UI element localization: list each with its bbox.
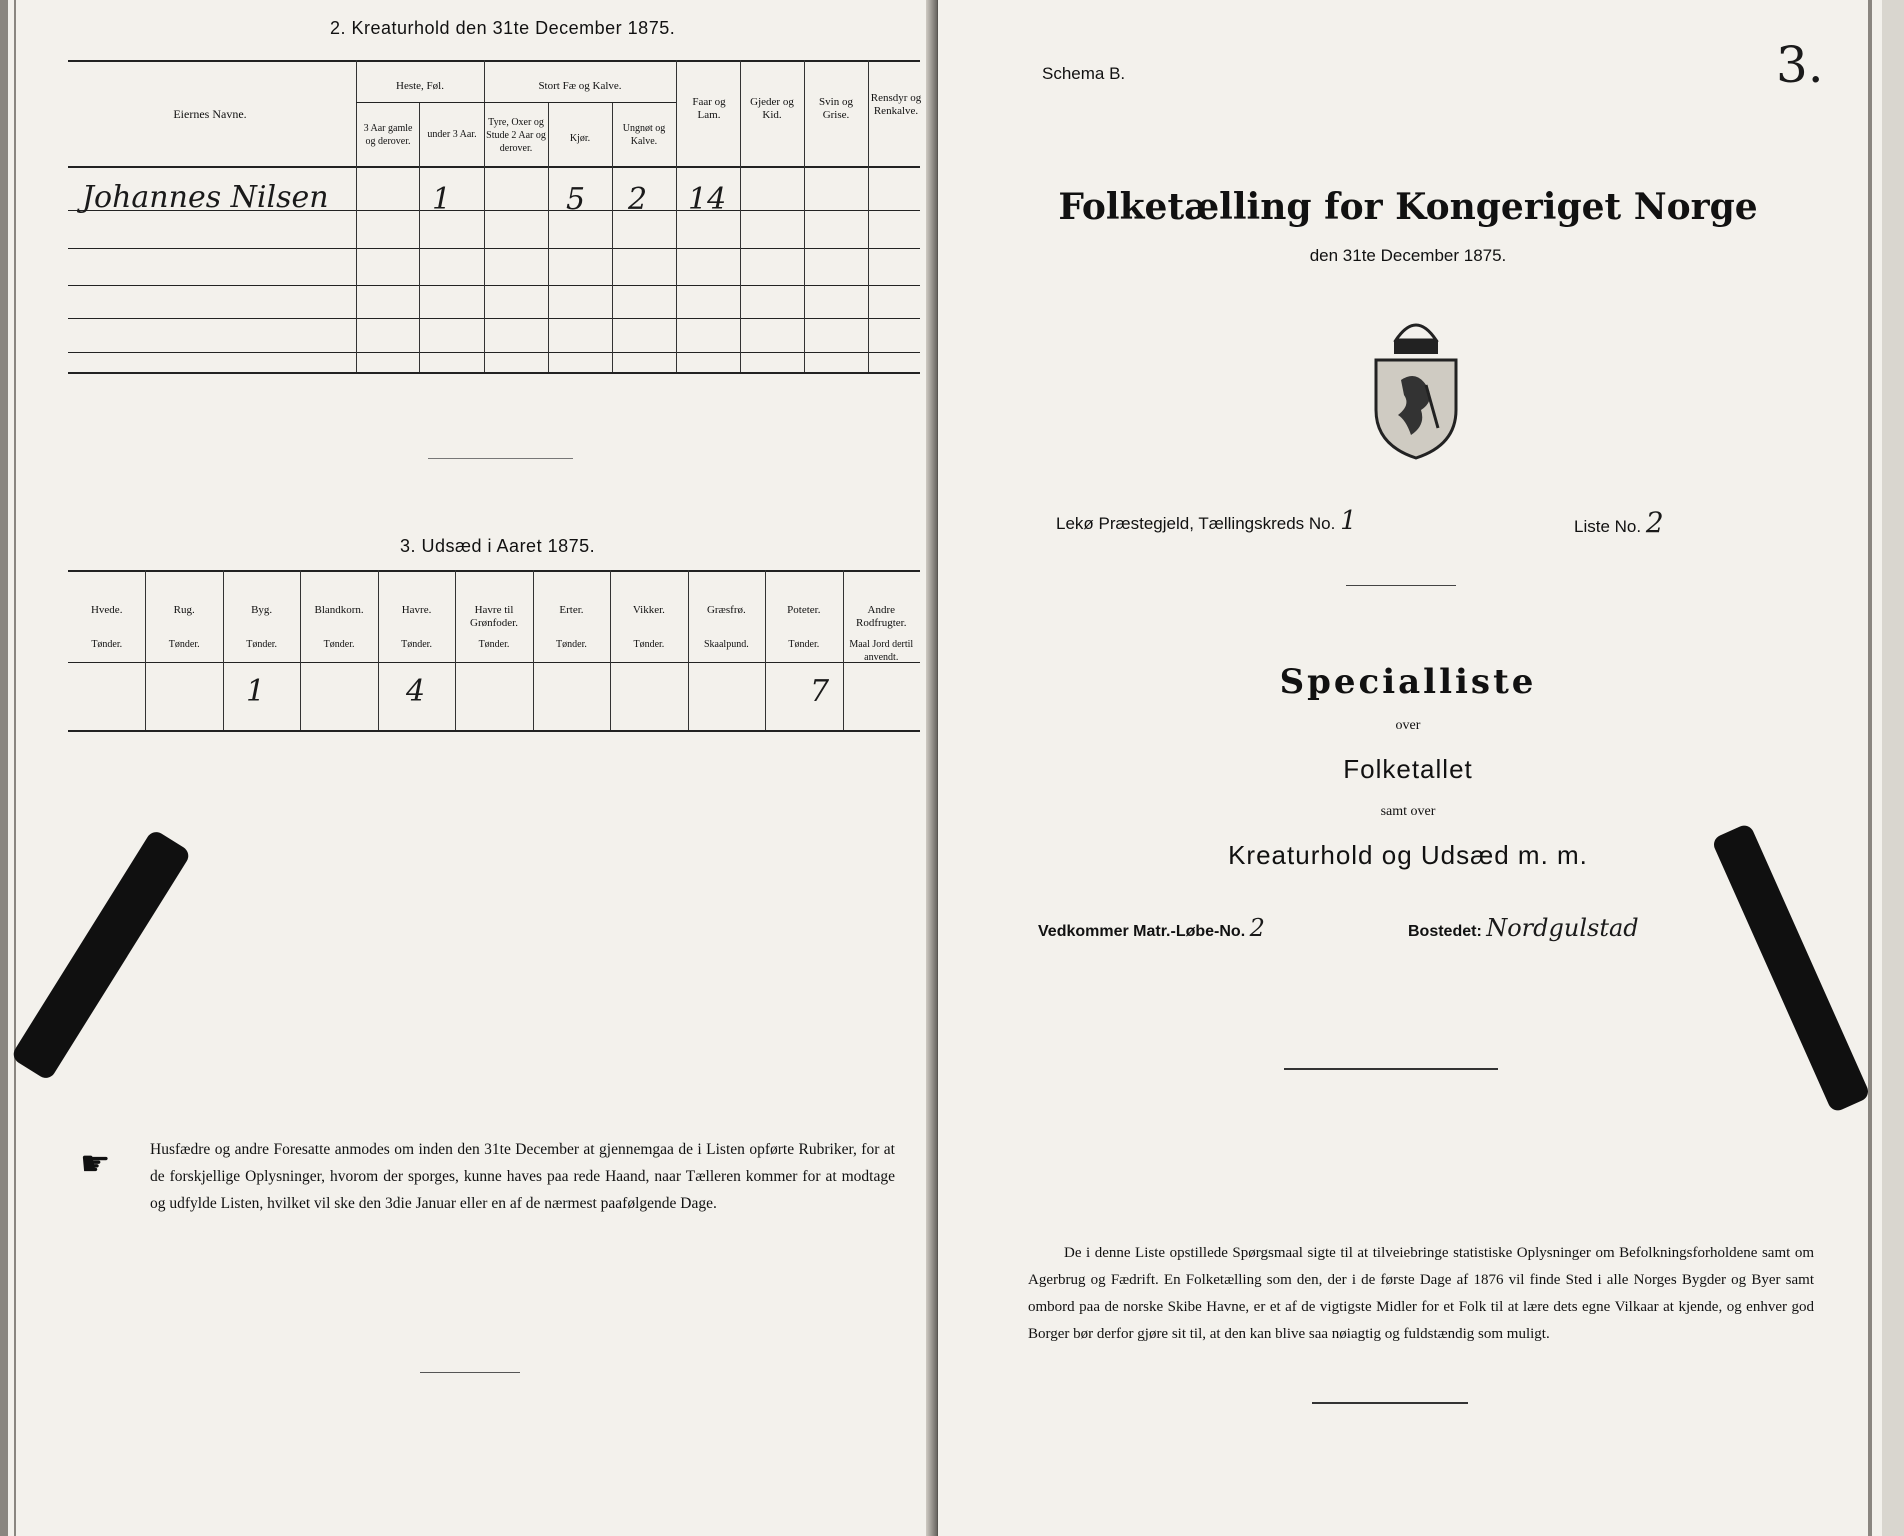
left-page [0,0,938,1536]
over-text: over [1395,718,1421,733]
table-col [610,570,611,730]
value-oats: 4 [406,674,426,709]
district-line [1056,506,1357,536]
crop-header: Andre Rodfrugter. [856,604,907,629]
right-page [938,0,1904,1536]
page-edge [1882,0,1904,1536]
pointing-hand-icon: ☛ [80,1146,111,1183]
header-svin: Svin og Grise. [819,96,853,121]
crop-unit: Tønder. [478,639,510,650]
value-young-cattle: 2 [628,182,648,217]
kreaturhold-heading: Kreaturhold og Udsæd m. m. [1228,840,1588,870]
table-col [356,60,357,372]
page-marker [10,828,192,1081]
crop-header: Blandkorn. [314,604,364,616]
crop-header: Poteter. [787,604,821,616]
separator [1284,1068,1498,1070]
crop-unit: Tønder. [168,639,200,650]
page-edge [1868,0,1872,1536]
crop-unit: Tønder. [401,639,432,650]
samt-over-text: samt over [1380,804,1436,819]
coat-of-arms-icon [1366,310,1466,460]
bosted-line [1408,914,1639,942]
table-rule [484,102,676,103]
document-title: Folketælling for Kongeriget Norge [1058,186,1758,228]
crop-header: Vikker. [632,604,665,616]
prestegjeld: Lekø Præstegjeld, [1056,514,1194,533]
header-heste-sub1: 3 Aar gamle og derover. [363,123,413,147]
table-col [843,570,844,730]
table-col [676,60,677,372]
value-horses-under3: 1 [432,182,452,217]
table-rule [68,60,920,62]
matr-line [1038,914,1265,942]
table-col [455,570,456,730]
table-col [223,570,224,730]
crop-unit: Tønder. [323,639,355,650]
value-sheep: 14 [688,182,727,217]
crop-unit: Tønder. [788,639,820,650]
crop-unit: Tønder. [91,639,123,650]
crop-unit: Skaalpund. [703,639,749,650]
table-rule [68,166,920,168]
crop-header: Græsfrø. [706,604,746,616]
table-col [300,570,301,730]
table-col [145,570,146,730]
footer-text: De i denne Liste opstillede Spørgsmaal sigte til at tilveiebringe statistiske Oplysninger om Befolkningsforholdene samt om Agerbrug og Fædrift. En Folketælling som den, der i de første Dage af 1876 vil finde Sted i alle Norges Bygder og Byer samt ombord paa de norske Skibe Havne, er et af de vigtigste Midler for et Folk til at lære dets egne Vilkaar at kjende, og enhver god Borger bør derfor gjøre sit til, at den kan blive saa nøiagtig og fuldstændig som muligt. [1028,1245,1814,1342]
crop-header: Havre. [401,604,432,616]
table-rule [68,352,920,353]
crop-header: Havre til Grønfoder. [470,604,518,629]
liste-line [1574,506,1664,539]
kreds-value: 1 [1340,506,1357,536]
table-col [740,60,741,372]
value-potatoes: 7 [810,674,830,709]
crop-header: Erter. [559,604,584,616]
table-rule [356,102,484,103]
crop-unit: Tønder. [556,639,587,650]
separator [428,458,573,459]
section2-title: 2. Kreaturhold den 31te December 1875. [330,18,676,38]
owner-name: Johannes Nilsen [82,180,329,215]
table-rule [68,730,920,732]
kreds-label: Tællingskreds No. [1198,514,1336,533]
table-col [868,60,869,372]
page-edge [0,0,8,1536]
table-rule [68,662,920,663]
header-heste-sub2: under 3 Aar. [427,129,477,140]
liste-value: 2 [1645,506,1664,539]
table-col [419,102,420,372]
crop-header: Hvede. [90,604,123,616]
crop-header: Rug. [173,604,195,616]
table-rule [68,318,920,319]
header-stort-sub1: Tyre, Oxer og Stude 2 Aar og derover. [486,117,546,154]
page-edge [14,0,16,1536]
header-names: Eiernes Navne. [173,107,247,121]
matr-label: Vedkommer Matr.-Løbe-No. [1038,923,1246,940]
separator [1312,1402,1468,1404]
bosted-value: Nordgulstad [1486,914,1639,942]
table-rule [68,372,920,374]
separator [420,1372,520,1373]
table-rule [68,570,920,572]
value-barley: 1 [246,674,266,709]
section3-title: 3. Udsæd i Aaret 1875. [400,536,596,556]
folketallet-heading: Folketallet [1343,754,1473,784]
value-cows: 5 [566,182,586,217]
table-col [765,570,766,730]
header-rensdyr: Rensdyr og Renkalve. [870,92,922,117]
bosted-label: Bostedet: [1408,923,1482,940]
table-col [533,570,534,730]
liste-label: Liste No. [1574,517,1642,536]
notice-text: Husfædre og andre Foresatte anmodes om inden den 31te December at gjennemgaa de i Listen opførte Rubriker, for at de forskjellige Oplysninger, hvorom der sporges, kunne haves paa rede Haand, naar Tælleren kommer for at modtage og udfylde Listen, hvilket vil ske den 3die Januar eller en af de nærmest paafølgende Dage. [150,1141,895,1212]
header-stort-sub3: Ungnøt og Kalve. [622,123,666,147]
header-stort-sub2: Kjør. [569,133,591,144]
table-col [484,60,485,372]
document-date: den 31te December 1875. [1309,246,1507,265]
table-rule [68,248,920,249]
separator [1346,585,1456,586]
table-col [378,570,379,730]
header-stort: Stort Fæ og Kalve. [538,80,622,92]
schema-label: Schema B. [1042,64,1126,83]
crop-unit: Maal Jord dertil anvendt. [849,639,914,663]
header-heste: Heste, Føl. [396,80,444,92]
page-number: 3. [1776,36,1824,94]
table-rule [68,285,920,286]
crop-unit: Tønder. [246,639,278,650]
speciallist-heading: Specialliste [1279,662,1537,702]
crop-unit: Tønder. [633,639,665,650]
header-gjeder: Gjeder og Kid. [750,96,794,121]
table-col [804,60,805,372]
matr-value: 2 [1249,914,1265,942]
crop-header: Byg. [251,604,273,616]
header-faar: Faar og Lam. [692,96,726,121]
table-col [688,570,689,730]
